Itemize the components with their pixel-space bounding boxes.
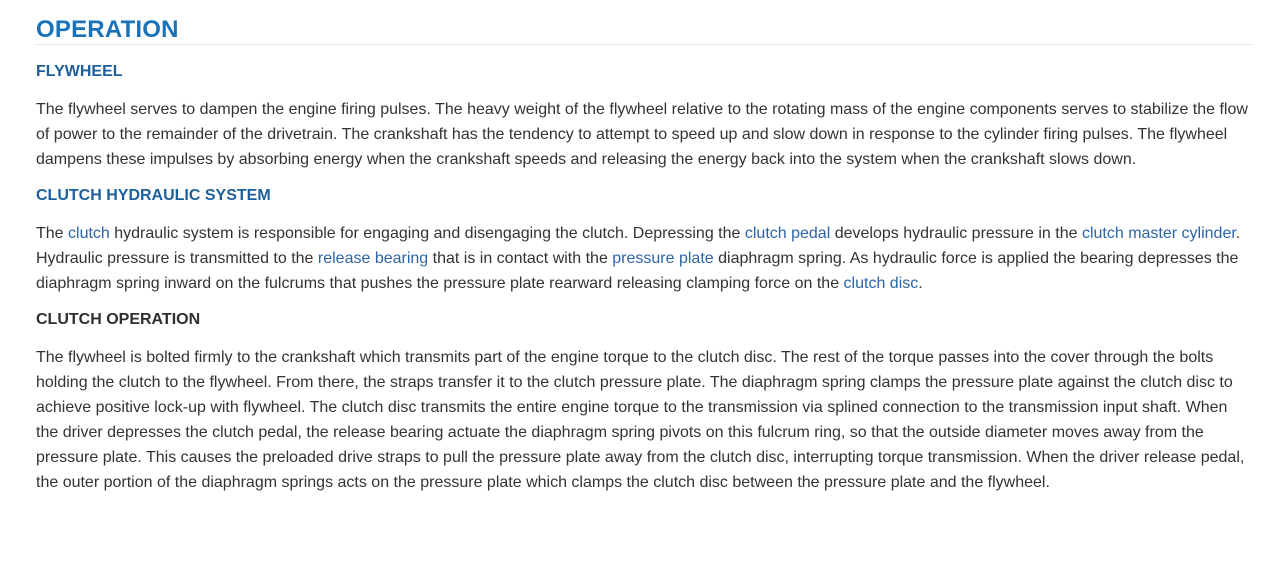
text-run: . Hydraulic pressure is transmitted to the <box>36 225 1241 267</box>
link-clutch-master-cylinder[interactable]: clutch master cylinder <box>1081 225 1236 242</box>
text-run: develops hydraulic pressure in the <box>830 225 1082 242</box>
title-divider <box>36 44 1252 45</box>
section-heading-clutch-operation: CLUTCH OPERATION <box>36 311 201 328</box>
section-heading-flywheel: FLYWHEEL <box>36 63 123 80</box>
section-heading-clutch-hydraulic-system: CLUTCH HYDRAULIC SYSTEM <box>36 187 271 204</box>
text-run: hydraulic system is responsible for engaging and disengaging the clutch. Depressing the <box>109 225 745 242</box>
paragraph-clutch-operation: The flywheel is bolted firmly to the crankshaft which transmits part of the engine torque to the clutch disc. The rest of the torque passes into the cover through the bolts holding the clutch to the flywheel. From there, the straps transfer it to the clutch pressure plate. The diaphragm spring clamps the pressure plate against the clutch disc to achieve positive lock-up with flywheel. The clutch disc transmits the entire engine torque to the transmission via splined connection to the transmission input shaft. When the driver depresses the clutch pedal, the release bearing actuate the diaphragm spring pivots on this fulcrum ring, so that the outside diameter moves away from the pressure plate. This causes the preloaded drive straps to pull the pressure plate away from the clutch disc, interrupting torque transmission. When the driver release pedal, the outer portion of the diaphragm springs acts on the pressure plate which clamps the clutch disc between the pressure plate and the flywheel. <box>36 349 1245 491</box>
link-pressure-plate[interactable]: pressure plate <box>612 250 714 267</box>
link-release-bearing[interactable]: release bearing <box>317 250 429 267</box>
text-run: that is in contact with the <box>428 250 613 267</box>
text-run: . <box>918 275 923 292</box>
text-run: diaphragm spring. As hydraulic force is applied the bearing depresses the diaphragm spring inward on the fulcrums that pushes the pressure plate rearward releasing clamping force on the <box>36 250 1239 292</box>
paragraph-clutch-hydraulic-system <box>36 221 1252 296</box>
link-clutch[interactable]: clutch <box>68 225 110 242</box>
link-clutch-disc[interactable]: clutch disc <box>843 275 919 292</box>
text-run: The <box>36 225 69 242</box>
page-title: OPERATION <box>36 16 179 43</box>
paragraph-flywheel: The flywheel serves to dampen the engine firing pulses. The heavy weight of the flywheel relative to the rotating mass of the engine components serves to stabilize the flow of power to the remainder of the drivetrain. The crankshaft has the tendency to attempt to speed up and slow down in response to the cylinder firing pulses. The flywheel dampens these impulses by absorbing energy when the crankshaft speeds and releasing the energy back into the system when the crankshaft slows down. <box>36 101 1248 168</box>
link-clutch-pedal[interactable]: clutch pedal <box>744 225 831 242</box>
